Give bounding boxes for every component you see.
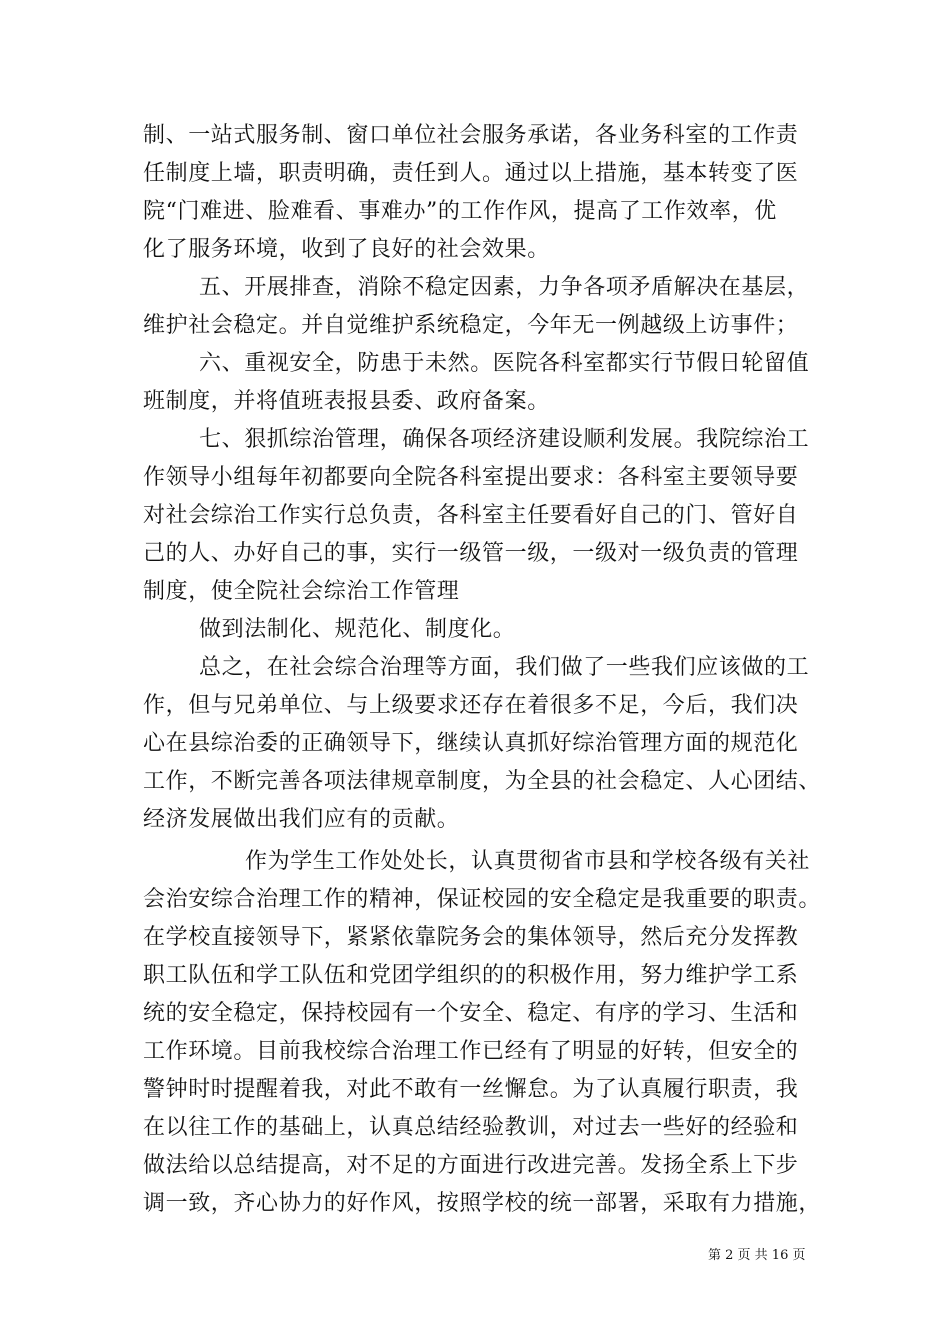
body-line-9: 七、狠抓综治管理，确保各项经济建设顺利发展。我院综治工 (199, 427, 810, 452)
body-line-28: 做法给以总结提高，对不足的方面进行改进完善。发扬全系上下步 (143, 1153, 799, 1178)
body-line-18: 工作，不断完善各项法律规章制度，为全县的社会稳定、人心团结、 (143, 769, 822, 794)
body-line-20: 作为学生工作处处长，认真贯彻省市县和学校各级有关社 (245, 849, 811, 874)
body-line-11: 对社会综治工作实行总负责，各科室主任要看好自己的门、管好自 (143, 503, 799, 528)
body-line-29: 调一致，齐心协力的好作风，按照学校的统一部署，采取有力措施， (143, 1191, 822, 1216)
body-line-13: 制度，使全院社会综治工作管理 (143, 579, 460, 604)
body-line-26: 警钟时时提醒着我，对此不敢有一丝懈怠。为了认真履行职责，我 (143, 1077, 799, 1102)
body-line-24: 统的安全稳定，保持校园有一个安全、稳定、有序的学习、生活和 (143, 1001, 799, 1026)
body-line-12: 己的人、办好自己的事，实行一级管一级，一级对一级负责的管理 (143, 541, 799, 566)
body-line-2: 任制度上墙，职责明确，责任到人。通过以上措施，基本转变了医 (143, 161, 799, 186)
body-line-23: 职工队伍和学工队伍和党团学组织的的积极作用，努力维护学工系 (143, 963, 799, 988)
body-line-14: 做到法制化、规范化、制度化。 (199, 617, 516, 642)
body-line-4: 化了服务环境，收到了良好的社会效果。 (143, 237, 550, 262)
body-line-10: 作领导小组每年初都要向全院各科室提出要求：各科室主要领导要 (143, 465, 799, 490)
body-line-8: 班制度，并将值班表报县委、政府备案。 (143, 389, 550, 414)
body-line-21: 会治安综合治理工作的精神，保证校园的安全稳定是我重要的职责。 (143, 887, 822, 912)
body-line-7: 六、重视安全，防患于未然。医院各科室都实行节假日轮留值 (199, 351, 810, 376)
body-line-25: 工作环境。目前我校综合治理工作已经有了明显的好转，但安全的 (143, 1039, 799, 1064)
body-line-1: 制、一站式服务制、窗口单位社会服务承诺，各业务科室的工作责 (143, 123, 799, 148)
body-line-22: 在学校直接领导下，紧紧依靠院务会的集体领导，然后充分发挥教 (143, 925, 799, 950)
body-line-5: 五、开展排查，消除不稳定因素，力争各项矛盾解决在基层， (199, 275, 810, 300)
body-line-15: 总之，在社会综合治理等方面，我们做了一些我们应该做的工 (199, 655, 810, 680)
page-number: 第 2 页 共 16 页 (708, 1248, 806, 1263)
body-line-27: 在以往工作的基础上，认真总结经验教训，对过去一些好的经验和 (143, 1115, 799, 1140)
body-line-19: 经济发展做出我们应有的贡献。 (143, 807, 460, 832)
body-line-6: 维护社会稳定。并自觉维护系统稳定，今年无一例越级上访事件； (143, 313, 799, 338)
body-line-17: 心在县综治委的正确领导下，继续认真抓好综治管理方面的规范化 (143, 731, 799, 756)
body-line-3: 院“门难进、脸难看、事难办”的工作作风，提高了工作效率，优 (143, 199, 777, 224)
body-line-16: 作，但与兄弟单位、与上级要求还存在着很多不足，今后，我们决 (143, 693, 799, 718)
